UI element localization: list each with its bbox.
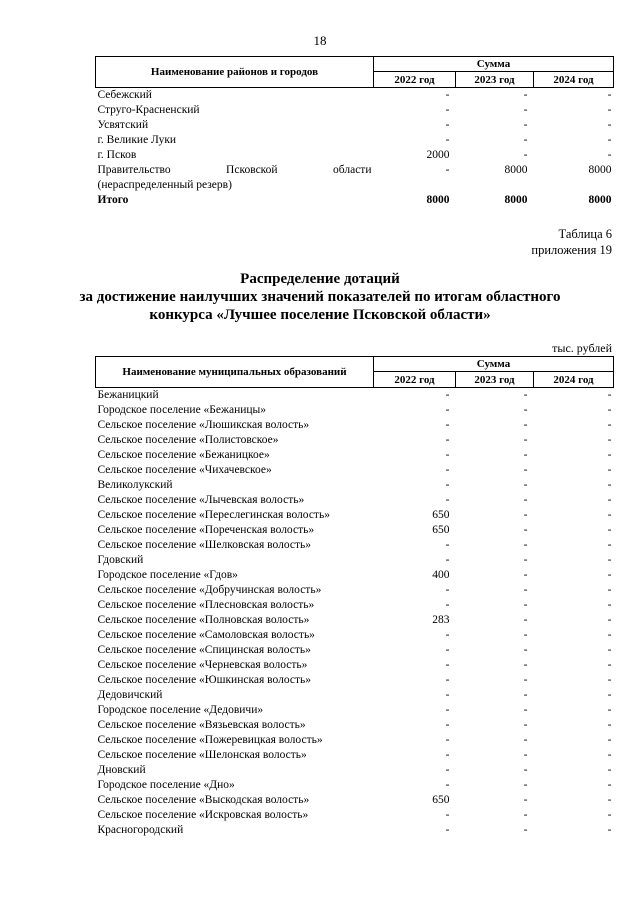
row-value: - [607,119,612,131]
table-row [96,643,614,658]
row-value: - [523,809,528,821]
row-value: - [445,404,450,416]
row-value: - [445,479,450,491]
row-value: - [445,599,450,611]
row-value: - [607,419,612,431]
row-name: Итого [97,194,129,206]
table-row [96,673,614,688]
table-row [96,103,614,118]
row-value: - [607,704,612,716]
row-name: Сельское поселение «Вязьевская волость» [97,719,306,731]
row-value: - [445,584,450,596]
row-value: - [523,464,528,476]
row-name: г. Псков [97,149,137,161]
title-line: за достижение наилучших значений показателей по итогам областного [79,289,561,305]
row-value: 8000 [588,194,612,206]
table-row [96,808,614,823]
table-row [96,388,614,404]
row-value: - [523,479,528,491]
table-row [96,763,614,778]
row-name: Городское поселение «Бежаницы» [97,404,267,416]
row-value: - [607,134,612,146]
row-value: - [523,569,528,581]
table-caption-appendix: приложения 19 [531,243,612,257]
row-value: - [445,704,450,716]
row-value: - [523,614,528,626]
table-row-total [96,193,614,208]
row-value: - [445,719,450,731]
row-value: - [445,554,450,566]
row-name-line: (нераспределенный резерв) [97,179,232,191]
row-name: Дновский [97,764,146,776]
table1-header-year: 2024 год [534,72,614,88]
row-value: - [607,449,612,461]
row-value: - [607,569,612,581]
row-value: 400 [432,569,450,581]
table-row [96,583,614,598]
row-name: г. Великие Луки [97,134,177,146]
row-value: - [607,689,612,701]
row-value: - [523,89,528,101]
row-value: - [607,89,612,101]
row-name [96,163,374,193]
row-name: Сельское поселение «Полистовское» [97,434,279,446]
row-value: - [523,524,528,536]
row-value: 650 [432,794,450,806]
row-value: - [607,389,612,401]
row-value: - [523,644,528,656]
row-name: Дедовичский [97,689,163,701]
table-row-government [96,163,614,193]
row-name-word: области [333,164,372,176]
row-name: Городское поселение «Дно» [97,779,235,791]
row-value: - [607,734,612,746]
page-number: 18 [313,33,327,48]
row-value: - [445,644,450,656]
table1-header-year: 2023 год [456,72,534,88]
table-row [96,148,614,163]
row-value: - [445,659,450,671]
row-value: - [523,629,528,641]
table-row [96,493,614,508]
table-row [96,118,614,133]
row-value: 650 [432,509,450,521]
row-name: Городское поселение «Гдов» [97,569,238,581]
table1-header-year: 2022 год [374,72,456,88]
row-value: - [523,584,528,596]
row-name: Сельское поселение «Лычевская волость» [97,494,305,506]
row-value: - [607,719,612,731]
row-value: - [523,449,528,461]
row-value: - [445,89,450,101]
row-value: - [445,779,450,791]
row-name: Сельское поселение «Шелонская волость» [97,749,307,761]
row-value: - [445,119,450,131]
row-value: - [445,809,450,821]
row-value: - [523,104,528,116]
row-value: - [523,689,528,701]
row-value: - [607,104,612,116]
table-row [96,403,614,418]
title-line: конкурса «Лучшее поселение Псковской области» [149,307,491,323]
row-value: - [607,404,612,416]
table-row [96,793,614,808]
table-row [96,568,614,583]
row-value: - [607,629,612,641]
row-name: Городское поселение «Дедовичи» [97,704,264,716]
row-value: - [607,494,612,506]
table-previous-continuation [95,56,614,208]
row-value: 8000 [426,194,450,206]
table-row [96,133,614,148]
table-row [96,523,614,538]
row-name: Сельское поселение «Черневская волость» [97,659,308,671]
row-value: - [607,824,612,836]
row-value: - [607,659,612,671]
row-value: - [445,629,450,641]
row-name: Сельское поселение «Пореченская волость» [97,524,315,536]
row-name: Себежский [97,89,152,101]
row-value: - [523,734,528,746]
table1-header-sum: Сумма [374,57,614,72]
row-value: - [607,584,612,596]
table-row [96,553,614,568]
row-value: - [523,749,528,761]
table-row [96,658,614,673]
row-name: Сельское поселение «Переслегинская волость» [97,509,330,521]
row-value: - [523,704,528,716]
table2-header-year: 2024 год [534,372,614,388]
row-name: Красногородский [97,824,184,836]
row-value: - [445,164,450,176]
row-value: 2000 [426,149,450,161]
row-name: Сельское поселение «Юшкинская волость» [97,674,312,686]
table-row [96,418,614,433]
row-name: Великолукский [97,479,173,491]
table-row [96,703,614,718]
row-name: Сельское поселение «Самоловская волость» [97,629,315,641]
row-value: - [523,599,528,611]
row-value: - [523,764,528,776]
row-value: - [607,614,612,626]
table2-header-year: 2023 год [456,372,534,388]
row-value: - [607,464,612,476]
row-value: 8000 [504,194,528,206]
row-value: - [523,419,528,431]
row-name: Бежаницкий [97,389,159,401]
row-name: Сельское поселение «Чихачевское» [97,464,272,476]
row-value: - [523,674,528,686]
row-name: Сельское поселение «Бежаницкое» [97,449,270,461]
row-value: - [523,134,528,146]
row-value: - [445,104,450,116]
row-value: 650 [432,524,450,536]
row-value: - [607,779,612,791]
table-row [96,628,614,643]
row-value: - [607,764,612,776]
table-subsidies [95,356,614,838]
row-value: - [607,599,612,611]
row-name: Сельское поселение «Выскодская волость» [97,794,310,806]
row-value: - [445,734,450,746]
row-value: - [445,674,450,686]
row-name: Струго-Красненский [97,104,200,116]
row-value: - [523,794,528,806]
row-name: Сельское поселение «Люшикская волость» [97,419,310,431]
row-value: - [445,749,450,761]
row-value: - [523,434,528,446]
table-row [96,508,614,523]
row-value: - [523,404,528,416]
row-value: - [445,689,450,701]
row-value: - [607,794,612,806]
row-value: - [445,134,450,146]
row-value: - [523,389,528,401]
row-name-word: Правительство [97,164,171,176]
row-name: Сельское поселение «Плесновская волость» [97,599,315,611]
row-value: - [607,434,612,446]
table-row [96,688,614,703]
row-value: - [445,434,450,446]
table-row [96,433,614,448]
row-value: - [607,809,612,821]
table2-header-name: Наименование муниципальных образований [96,357,374,388]
row-value: - [445,449,450,461]
table-caption-number: Таблица 6 [558,227,612,241]
table-row [96,613,614,628]
table2-header-sum: Сумма [374,357,614,372]
table-row [96,538,614,553]
row-name: Сельское поселение «Искровская волость» [97,809,309,821]
table-row [96,448,614,463]
row-value: - [523,719,528,731]
table-row [96,823,614,838]
table1-header-name: Наименование районов и городов [96,57,374,88]
row-value: - [445,764,450,776]
row-value: - [607,539,612,551]
row-value: - [445,464,450,476]
unit-label: тыс. рублей [552,341,612,355]
table-caption [531,226,612,258]
row-value: - [523,494,528,506]
row-value: - [607,674,612,686]
row-value: - [523,824,528,836]
row-value: - [445,824,450,836]
table-row [96,718,614,733]
row-value: - [523,539,528,551]
row-value: - [523,119,528,131]
table-row [96,778,614,793]
table-row [96,88,614,104]
row-name-line [98,163,372,178]
table-row [96,748,614,763]
row-name: Сельское поселение «Пожеревицкая волость» [97,734,323,746]
row-value: - [523,509,528,521]
row-name: Усвятский [97,119,149,131]
row-value: - [523,659,528,671]
row-value: - [445,539,450,551]
row-value: - [445,419,450,431]
table2-header-year: 2022 год [374,372,456,388]
row-name: Сельское поселение «Спицинская волость» [97,644,311,656]
row-value: - [607,524,612,536]
row-value: 8000 [504,164,528,176]
row-value: 283 [432,614,450,626]
row-name: Гдовский [97,554,144,566]
row-name: Сельское поселение «Полновская волость» [97,614,310,626]
row-value: - [607,749,612,761]
row-value: 8000 [588,164,612,176]
row-value: - [607,644,612,656]
row-value: - [523,554,528,566]
row-name: Сельское поселение «Добручинская волость» [97,584,322,596]
row-value: - [523,779,528,791]
table-row [96,463,614,478]
row-value: - [445,389,450,401]
row-value: - [445,494,450,506]
row-name: Сельское поселение «Шелковская волость» [97,539,311,551]
row-name-word: Псковской [226,164,278,176]
section-title [0,270,640,324]
row-value: - [607,149,612,161]
title-line: Распределение дотаций [240,271,400,287]
row-value: - [607,509,612,521]
row-value: - [607,554,612,566]
table-row [96,478,614,493]
table-row [96,598,614,613]
table-row [96,733,614,748]
row-value: - [523,149,528,161]
row-value: - [607,479,612,491]
